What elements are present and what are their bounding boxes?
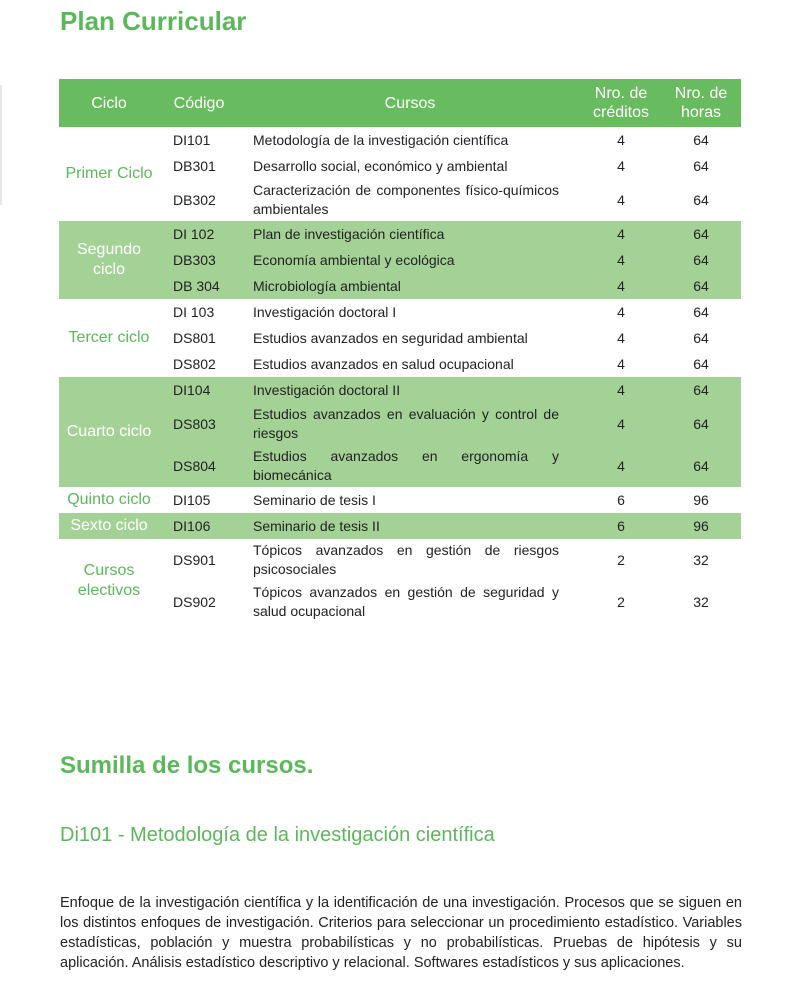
table-row: [59, 247, 741, 273]
credits-cell: 4: [581, 273, 661, 299]
page-edge-mark: [0, 85, 2, 205]
ciclo-cell: Tercer ciclo: [68, 329, 150, 346]
table-row: [59, 445, 741, 487]
header-cursos: Cursos: [239, 79, 581, 127]
credits-cell: 4: [581, 445, 661, 487]
credits-cell: 4: [617, 157, 625, 174]
table-row: [59, 221, 741, 247]
code-cell: DI106: [159, 513, 239, 539]
header-ciclo: Ciclo: [59, 79, 159, 127]
page-title: Plan Curricular: [60, 6, 247, 36]
table-body: [59, 127, 741, 623]
code-cell: DS901: [173, 551, 216, 568]
header-codigo: Código: [159, 79, 239, 127]
credits-cell: 2: [617, 551, 625, 568]
code-cell: DI 102: [159, 221, 239, 247]
course-cell: Estudios avanzados en evaluación y control de riesgos: [239, 403, 581, 445]
hours-cell: 64: [661, 221, 741, 247]
credits-cell: 4: [581, 377, 661, 403]
table-row: [59, 513, 741, 539]
credits-cell: 4: [581, 247, 661, 273]
course-cell: Economía ambiental y ecológica: [239, 247, 581, 273]
hours-cell: 64: [661, 273, 741, 299]
ciclo-cell: Primer Ciclo: [65, 165, 153, 182]
hours-cell: 64: [661, 445, 741, 487]
ciclo-cell: Quinto ciclo: [67, 491, 151, 508]
credits-cell: 4: [617, 191, 625, 208]
credits-cell: 4: [581, 403, 661, 445]
code-cell: DS802: [173, 355, 216, 372]
course-cell: Microbiología ambiental: [239, 273, 581, 299]
table-row: [59, 539, 741, 581]
course-cell: Caracterización de componentes físico-químicos ambientales: [253, 182, 559, 217]
curriculum-table: [59, 79, 741, 623]
credits-cell: 6: [617, 491, 625, 508]
code-cell: DB302: [173, 191, 216, 208]
credits-cell: 4: [617, 303, 625, 320]
table-row: [59, 273, 741, 299]
table-row: [59, 403, 741, 445]
ciclo-cell: Sexto ciclo: [59, 513, 159, 539]
hours-cell: 64: [693, 157, 709, 174]
table-row: [59, 153, 741, 179]
course-cell: Investigación doctoral I: [253, 303, 397, 320]
course-cell: Plan de investigación científica: [239, 221, 581, 247]
credits-cell: 4: [617, 355, 625, 372]
course-cell: Estudios avanzados en ergonomía y biomecánica: [239, 445, 581, 487]
code-cell: DB 304: [159, 273, 239, 299]
code-cell: DS902: [173, 593, 216, 610]
course-cell: Metodología de la investigación científica: [253, 131, 509, 148]
credits-cell: 4: [617, 131, 625, 148]
table-row: [59, 299, 741, 325]
code-cell: DI105: [173, 491, 211, 508]
course-cell: Estudios avanzados en seguridad ambiental: [253, 329, 528, 346]
code-cell: DI101: [173, 131, 211, 148]
hours-cell: 64: [693, 303, 709, 320]
course-cell: Seminario de tesis II: [239, 513, 581, 539]
hours-cell: 64: [661, 247, 741, 273]
table-row: [59, 487, 741, 513]
ciclo-cell: Segundo ciclo: [59, 221, 159, 299]
course-cell: Desarrollo social, económico y ambiental: [253, 157, 508, 174]
header-horas: Nro. de horas: [661, 79, 741, 127]
course-description: Enfoque de la investigación científica y la identificación de una investigación. Procesos que se siguen en los distintos enfoques de investigación. Criterios para seleccionar un procedimiento estadístico. Variables estadísticas, población y muestra probabilísticas y no probabilísticas. Pruebas de hipótesis y su aplicación. Análisis estadístico descriptivo y relacional. Softwares estadísticos y sus aplicaciones.: [60, 895, 742, 971]
table-row: [59, 351, 741, 377]
ciclo-cell: Cuarto ciclo: [59, 377, 159, 487]
table-header-row: [59, 79, 741, 127]
code-cell: DI104: [159, 377, 239, 403]
code-cell: DS804: [159, 445, 239, 487]
hours-cell: 64: [693, 191, 709, 208]
table-row: [59, 325, 741, 351]
credits-cell: 4: [617, 329, 625, 346]
course-cell: Investigación doctoral II: [239, 377, 581, 403]
course-cell: Estudios avanzados en salud ocupacional: [253, 355, 514, 372]
code-cell: DB303: [159, 247, 239, 273]
course-cell: Tópicos avanzados en gestión de riesgos psicosociales: [253, 542, 559, 577]
hours-cell: 32: [693, 593, 709, 610]
hours-cell: 32: [693, 551, 709, 568]
hours-cell: 64: [693, 131, 709, 148]
credits-cell: 6: [581, 513, 661, 539]
code-cell: DI 103: [173, 303, 215, 320]
hours-cell: 64: [693, 355, 709, 372]
credits-cell: 4: [581, 221, 661, 247]
code-cell: DB301: [173, 157, 216, 174]
ciclo-cell: Cursos electivos: [77, 562, 141, 599]
hours-cell: 96: [661, 513, 741, 539]
section-title: Sumilla de los cursos.: [60, 752, 314, 779]
table-row: [59, 581, 741, 623]
table-row: [59, 377, 741, 403]
credits-cell: 2: [617, 593, 625, 610]
code-cell: DS801: [173, 329, 216, 346]
hours-cell: 64: [693, 329, 709, 346]
course-heading: Di101 - Metodología de la investigación científica: [60, 824, 495, 846]
hours-cell: 64: [661, 377, 741, 403]
table-row: [59, 179, 741, 221]
header-creditos: Nro. de créditos: [581, 79, 661, 127]
table-row: [59, 127, 741, 153]
hours-cell: 64: [661, 403, 741, 445]
code-cell: DS803: [159, 403, 239, 445]
course-cell: Seminario de tesis I: [253, 491, 376, 508]
course-cell: Tópicos avanzados en gestión de seguridad y salud ocupacional: [253, 584, 559, 619]
hours-cell: 96: [693, 491, 709, 508]
